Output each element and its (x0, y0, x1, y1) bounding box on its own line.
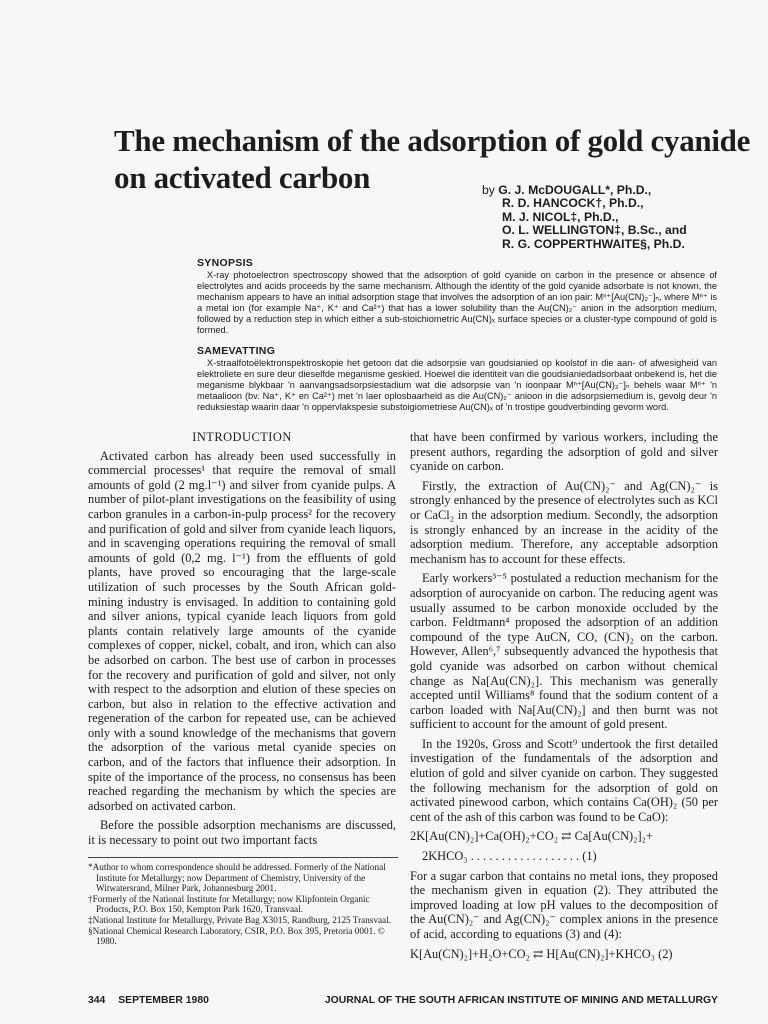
intro-paragraph-1: Activated carbon has already been used successfully in commercial processes¹ that require the removal of small amounts of gold (2 mg.l⁻¹) and silver from cyanide pulps. A number of pilot-plant investigations on the feasibility of using carbon granules in a carbon-in-pulp process² for the recovery and purification of gold and silver from cyanide leach liquors, and in scavenging operations requiring the removal of small amounts of gold (0,2 mg. l⁻¹) from the effluents of gold plants, have proved so encouraging that the large-scale utilization of such processes by the South African gold-mining industry is envisaged. In addition to containing gold and silver anions, typical cyanide leach liquors from gold plants contain relatively large amounts of the cyanide complexes of copper, nickel, cobalt, and iron, which can also be adsorbed on carbon. The best use of carbon in processes for the recovery and purification of gold and silver, not only with respect to the adsorption and elution of these species on carbon, but also in relation to the effective activation and regeneration of the carbon for repeated use, can be achieved only with a sound knowledge of the mechanisms that govern the adsorption of the various metal cyanide species on carbon, and of the factors that influence their adsorption. In spite of the importance of the process, no consensus has been reached regarding the mechanism by which the species are adsorbed on activated carbon. (88, 448, 396, 813)
right-paragraph-5: For a sugar carbon that contains no metal ions, they proposed the mechanism given in equation (2). They attributed the improved loading at low pH values to the decomposition of the Au(CN)₂⁻ and Ag(CN)₂⁻ complex anions in the presence of acid, according to equations (3) and (4): (410, 868, 718, 941)
footnote-divider (88, 857, 398, 858)
introduction-heading: INTRODUCTION (192, 430, 292, 444)
page-footer (88, 995, 718, 1006)
author-list (482, 184, 762, 251)
samevatting-text: X-straalfotoëlektronspektroskopie het getoon dat die adsorpsie van goudsianied op koolstof in die aan- of afwesigheid van elektroliete en sure deur dieselfde meganisme geskied. Hoewel die identiteit van die goudsianiedadsorbaat onbekend is, het die meganisme blykbaar 'n aanvangsadsorpsiestadium wat die adsorpsie van 'n ioonpaar Mⁿ⁺[Au(CN)₂⁻]ₙ behels waar Mⁿ⁺ 'n metaalioon (bv. Na⁺, K⁺ en Ca²⁺) met 'n laer oplosbaarheid as die Au(CN)₂⁻ anioon in die adsorpsiemedium is, gevolg deur 'n reduksiestap waarin daar 'n oppervlakspesie substoigiometriese Au(CN)ₓ of 'n trostipe goudverbinding gevorm word. (197, 358, 717, 412)
footnote-4: §National Chemical Research Laboratory, CSIR, P.O. Box 395, Pretoria 0001. © 1980. (88, 925, 385, 947)
intro-paragraph-2: Before the possible adsorption mechanisms are discussed, it is necessary to point out two important facts (88, 818, 396, 848)
author-3: M. J. NICOL‡, Ph.D., (502, 209, 619, 224)
author-2: R. D. HANCOCK†, Ph.D., (502, 196, 644, 211)
author-5: R. G. COPPERTHWAITE§, Ph.D. (502, 236, 685, 251)
journal-name: JOURNAL OF THE SOUTH AFRICAN INSTITUTE OF MINING AND METALLURGY (324, 995, 718, 1006)
page-number: 344 (88, 995, 106, 1006)
samevatting-section (197, 345, 717, 413)
author-by: by (482, 183, 495, 197)
right-paragraph-4: In the 1920s, Gross and Scott⁹ undertook the first detailed investigation of the fundamentals of the adsorption and elution of gold and silver cyanide on carbon. They suggested the following mechanism for the adsorption of gold on activated pinewood carbon, which contains Ca(OH)₂ (50 per cent of the ash of this carbon was found to be CaO): (410, 736, 718, 824)
author-1: G. J. McDOUGALL*, Ph.D., (498, 183, 652, 197)
synopsis-heading: SYNOPSIS (197, 257, 254, 269)
footnotes (88, 862, 398, 947)
synopsis-section (197, 257, 717, 336)
footnote-3: ‡National Institute for Metallurgy, Private Bag X3015, Randburg, 2125 Transvaal. (88, 914, 391, 925)
article-title: The mechanism of the adsorption of gold cyanide on activated carbon (114, 123, 751, 195)
footnote-2: †Formerly of the National Institute for Metallurgy; now Klipfontein Organic Products, P.O. Box 150, Kempton Park 1620, Transvaal. (88, 893, 370, 915)
author-4: O. L. WELLINGTON‡, B.Sc., and (502, 223, 687, 238)
issue-date: SEPTEMBER 1980 (118, 995, 209, 1006)
left-column (88, 430, 396, 853)
equation-1-line-2: 2KHCO₃ . . . . . . . . . . . . . . . . . . (1) (422, 849, 597, 864)
right-paragraph-3: Early workers³⁻⁵ postulated a reduction mechanism for the adsorption of aurocyanide on carbon. The reducing agent was usually assumed to be carbon monoxide occluded by the carbon. Feldtmann⁴ proposed the adsorption of an addition compound of the type AuCN, CO, (CN)₂ on the carbon. However, Allen⁶,⁷ subsequently advanced the hypothesis that gold cyanide was adsorbed on carbon without chemical change as Na[Au(CN)₂]. This mechanism was generally accepted until Williams⁸ found that the sodium content of a carbon loaded with Na[Au(CN)₂] and then burnt was not sufficient to account for the amount of gold present. (410, 571, 718, 732)
footnote-1: *Author to whom correspondence should be addressed. Formerly of the National Institute for Metallurgy; now Department of Chemistry, University of the Witwatersrand, Milner Park, Johannesburg 2001. (88, 862, 386, 894)
right-paragraph-2: Firstly, the extraction of Au(CN)₂⁻ and Ag(CN)₂⁻ is strongly enhanced by the presence of electrolytes such as KCl or CaCl₂ in the adsorption medium. Secondly, the adsorption is strongly enhanced by an increase in the acidity of the adsorption medium. Therefore, any acceptable adsorption mechanism has to account for these effects. (410, 478, 718, 566)
right-paragraph-1: that have been confirmed by various workers, including the present authors, regarding the adsorption of gold and silver cyanide on carbon. (410, 430, 718, 474)
equation-1-line-1: 2K[Au(CN)₂]+Ca(OH)₂+CO₂ ⇄ Ca[Au(CN)₂]₂+ (410, 829, 653, 844)
samevatting-heading: SAMEVATTING (197, 345, 276, 357)
synopsis-text: X-ray photoelectron spectroscopy showed that the adsorption of gold cyanide on carbon in the presence or absence of electrolytes and acids proceeds by the same mechanism. Although the identity of the gold cyanide adsorbate is not known, the mechanism appears to have an initial adsorption stage that involves the adsorption of an ion pair: Mⁿ⁺[Au(CN)₂⁻]ₙ, where Mⁿ⁺ is a metal ion (for example Na⁺, K⁺ and Ca²⁺) that has a lower solubility than the Au(CN)₂⁻ anion in the adsorption medium, followed by a reduction step in which either a sub-stoichiometric Au(CN)ₓ surface species or a cluster-type compound of gold is formed. (197, 270, 717, 335)
equation-2: K[Au(CN)₂]+H₂O+CO₂ ⇄ H[Au(CN)₂]+KHCO₃ (2) (410, 946, 673, 961)
right-column (410, 430, 718, 966)
